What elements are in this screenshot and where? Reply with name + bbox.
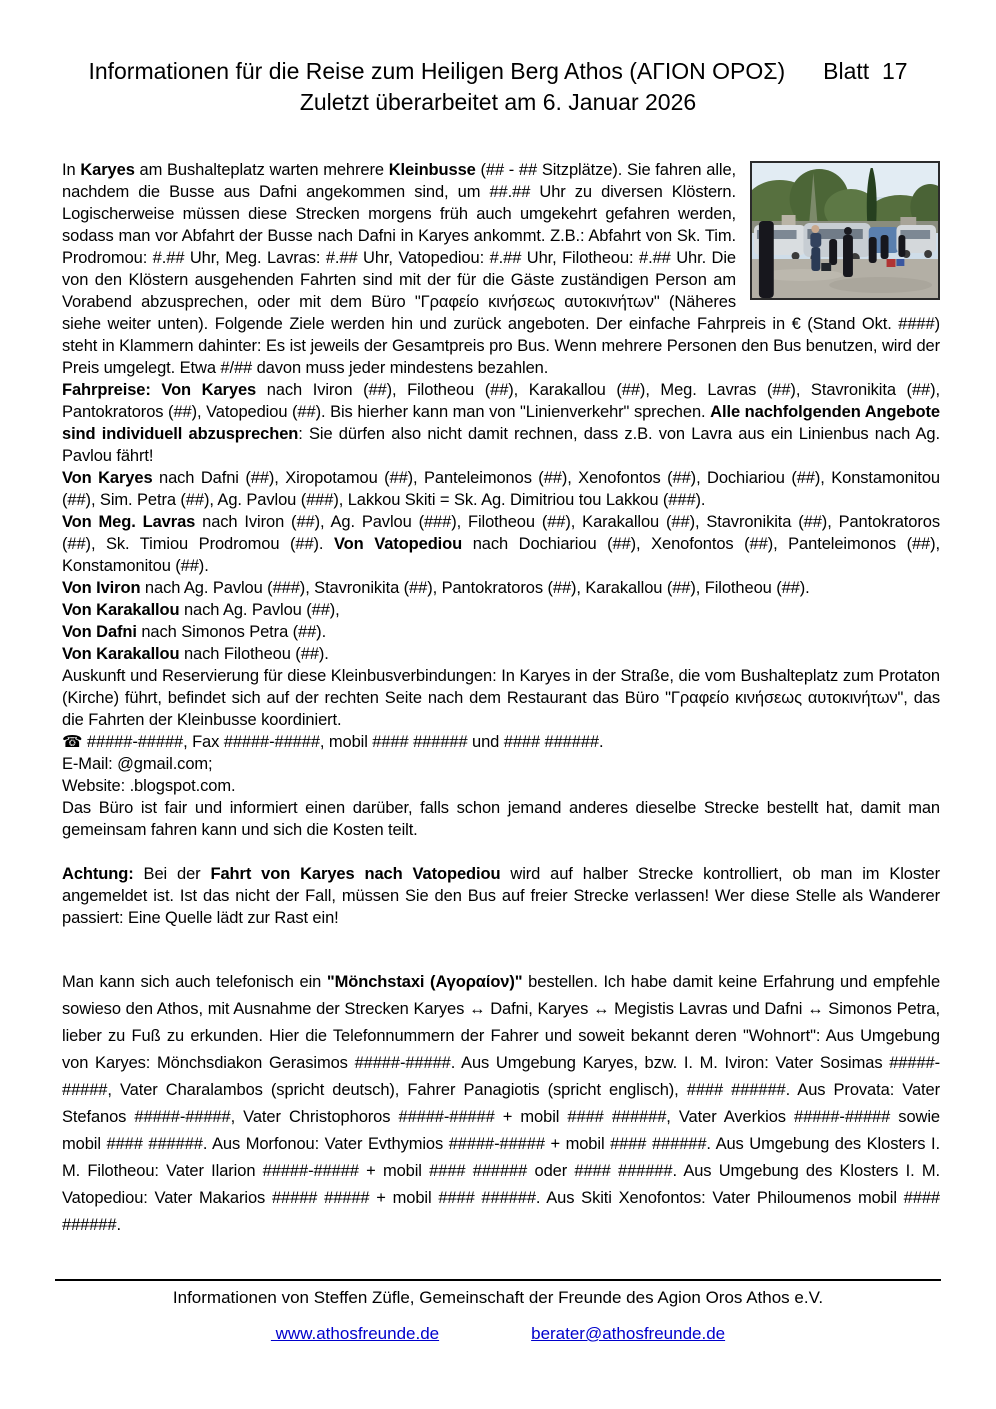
route-line-von-karakallou-1: Von Karakallou nach Ag. Pavlou (##),: [62, 601, 340, 619]
route-line-von-karyes: Von Karyes nach Dafni (##), Xiropotamou (##), Panteleimonos (##), Xenofontos (##), Dochiariou (##), Konstamonitou (##), Sim. Petra (##), Ag. Pavlou (###), Lakkou Skiti = Sk. Ag. Dimitriou tou Lakkou (###).: [62, 469, 940, 509]
footer-info-line: Informationen von Steffen Züfle, Gemeinschaft der Freunde des Agion Oros Athos e.V.: [172, 1288, 824, 1307]
route-line-von-iviron: Von Iviron nach Ag. Pavlou (###), Stavronikita (##), Pantokratoros (##), Karakallou (##), Filotheou (##).: [62, 579, 810, 597]
paragraph-buero-fair: Das Büro ist fair und informiert einen darüber, falls schon jemand anderes dieselbe Strecke bestellt hat, damit man gemeinsam fahren kann und sich die Kosten teilt.: [62, 799, 940, 839]
paragraph-auskunft-reservierung: Auskunft und Reservierung für diese Kleinbusverbindungen: In Karyes in der Straße, die vom Bushalteplatz zum Protaton (Kirche) führt, befindet sich auf der rechten Seite nach dem Restaurant das Büro "Γραφείο κινήσεως αυτοκινήτων", das die Fahrten der Kleinbusse koordiniert.: [62, 667, 940, 729]
document-footer: [0, 1279, 996, 1344]
spacer: [62, 841, 940, 863]
route-line-von-meg-lavras: Von Meg. Lavras nach Iviron (##), Ag. Pavlou (###), Filotheou (##), Karakallou (##), Stavronikita (##), Pantokratoros (##), Sk. Timiou Prodromou (##). Von Vatopediou nach Dochiariou (##), Xenofontos (##), Panteleimonos (##), Konstamonitou (##).: [62, 513, 940, 575]
page-title: [0, 56, 996, 87]
paragraph-achtung: Achtung: Bei der Fahrt von Karyes nach Vatopediou wird auf halber Strecke kontrolliert, ob man im Kloster angemeldet ist. Ist das nicht der Fall, müssen Sie den Bus auf freier Strecke verlassen! Wer diese Stelle als Wanderer passiert: Eine Quelle lädt zur Rast ein!: [62, 865, 940, 927]
busstop-photo-graphic: [752, 163, 938, 298]
footer-links: [0, 1324, 996, 1344]
page-subtitle: Zuletzt überarbeitet am 6. Januar 2026: [299, 89, 697, 115]
page-title-text: Informationen für die Reise zum Heiligen Berg Athos (ΑΓΙΟΝ ΟΡΟΣ): [88, 58, 786, 84]
karyes-busstop-photo: [750, 161, 940, 300]
route-line-von-karakallou-2: Von Karakallou nach Filotheou (##).: [62, 645, 329, 663]
footer-divider: [55, 1279, 941, 1281]
email-line: E-Mail: @gmail.com;: [62, 755, 213, 773]
paragraph-intro-karyes: In Karyes am Bushalteplatz warten mehrere Kleinbusse (## - ## Sitzplätze). Sie fahren alle, nachdem die Busse aus Dafni angekommen sind, um ##.## Uhr zu diversen Klöstern. Logischerweise müssen diese Strecken morgens früh auch umgekehrt gefahren werden, sodass man vor Abfahrt der Busse nach Dafni in Karyes ankommt. Z.B.: Abfahrt von Sk. Tim. Prodromou: #.## Uhr, Meg. Lavras: #.## Uhr, Vatopediou: #.## Uhr, Filotheou: #.## Uhr. Die von den Klöstern ausgehenden Fahrten sind mit der für die Gäste zuständigen Person am Vorabend abzusprechen, oder mit dem Büro "Γραφείο κινήσεως αυτοκινήτων" (Näheres siehe weiter unten). Folgende Ziele werden hin und zurück angeboten. Der einfache Fahrpreis in € (Stand Okt. ####) steht in Klammern dahinter: Es ist jeweils der Gesamtpreis pro Bus. Wenn mehrere Personen den Bus benutzen, wird der Preis umgelegt. Etwa #/## davon muss jeder mindestens bezahlen.: [62, 161, 940, 377]
website-line: Website: .blogspot.com.: [62, 777, 236, 795]
paragraph-fahrpreise: Fahrpreise: Von Karyes nach Iviron (##), Filotheou (##), Karakallou (##), Meg. Lavras (##), Stavronikita (##), Pantokratoros (##), Vatopediou (##). Bis hierher kann man von "Linienverkehr" sprechen. Alle nachfolgenden Angebote sind individuell abzusprechen: Sie dürfen also nicht damit rechnen, dass z.B. von Lavra aus ein Linienbus nach Ag. Pavlou fährt!: [62, 381, 940, 465]
email-link[interactable]: berater@athosfreunde.de: [531, 1324, 726, 1343]
route-line-von-dafni: Von Dafni nach Simonos Petra (##).: [62, 623, 327, 641]
sheet-number: Blatt 17: [823, 58, 908, 84]
phone-fax-line: ☎ #####-#####, Fax #####-#####, mobil #### ###### und #### ######.: [62, 733, 604, 751]
document-header: [0, 0, 996, 118]
paragraph-moenchstaxi: Man kann sich auch telefonisch ein "Mönchstaxi (Αγοραίον)" bestellen. Ich habe damit keine Erfahrung und empfehle sowieso den Athos, mit Ausnahme der Strecken Karyes ↔ Dafni, Karyes ↔ Megistis Lavras und Dafni ↔ Simonos Petra, lieber zu Fuß zu erkunden. Hier die Telefonnummern der Fahrer und soweit bekannt deren "Wohnort": Aus Umgebung von Karyes: Mönchsdiakon Gerasimos #####-#####. Aus Umgebung Karyes, bzw. I. M. Iviron: Vater Sosimas #####-#####, Vater Charalambos (spricht deutsch), Fahrer Panagiotis (spricht englisch), #### ######. Aus Provata: Vater Stefanos #####-#####, Vater Christophoros #####-##### + mobil #### ######, Vater Averkios #####-##### sowie mobil #### ######. Aus Morfonou: Vater Evthymios #####-##### + mobil #### ######. Aus Umgebung des Klosters I. M. Filotheou: Vater Ilarion #####-##### + mobil #### ###### oder #### ######. Aus Umgebung des Klosters I. M. Vatopediou: Vater Makarios ##### ##### + mobil #### ######. Aus Skiti Xenofontos: Vater Philoumenos mobil #### ######.: [62, 973, 941, 1234]
document-body: [62, 159, 940, 1239]
spacer: [62, 929, 940, 969]
website-link[interactable]: www.athosfreunde.de: [270, 1324, 440, 1343]
